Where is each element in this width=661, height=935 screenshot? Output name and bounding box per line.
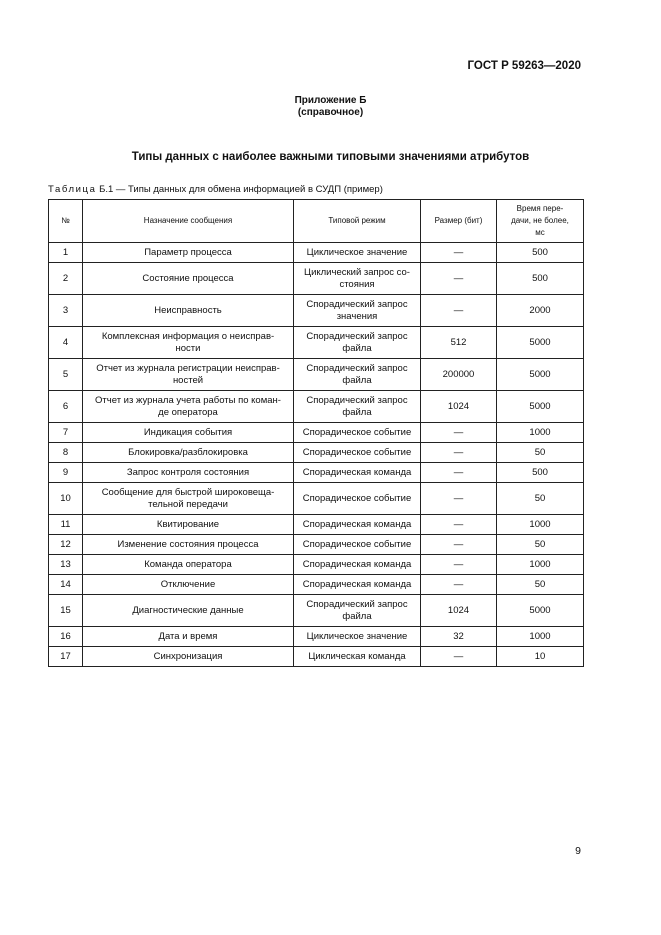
table-caption-label: Таблица	[48, 184, 97, 195]
table-cell: Циклическое значение	[294, 243, 421, 263]
table-cell: 50	[497, 443, 584, 463]
table-cell: 14	[49, 575, 83, 595]
table-caption-text: Б.1 — Типы данных для обмена информацией в СУДП (пример)	[96, 184, 383, 195]
table-cell: 50	[497, 483, 584, 515]
table-cell: 3	[49, 295, 83, 327]
appendix-title: Приложение Б	[294, 95, 367, 106]
table-cell: Комплексная информация о неисправ- ности	[83, 327, 294, 359]
table-row	[49, 423, 584, 443]
table-body	[49, 243, 584, 667]
table-cell: 1000	[497, 627, 584, 647]
table-cell: Отключение	[83, 575, 294, 595]
table-cell: 500	[497, 463, 584, 483]
table-cell: Спорадическое событие	[294, 535, 421, 555]
table-cell: 1000	[497, 515, 584, 535]
table-row	[49, 647, 584, 667]
table-cell: 1	[49, 243, 83, 263]
table-cell: Спорадическая команда	[294, 575, 421, 595]
table-row	[49, 263, 584, 295]
table-cell: Спорадическое событие	[294, 443, 421, 463]
table-cell: Спорадический запрос файла	[294, 327, 421, 359]
table-cell: —	[421, 295, 497, 327]
table-cell: 32	[421, 627, 497, 647]
table-cell: —	[421, 575, 497, 595]
table-cell: Синхронизация	[83, 647, 294, 667]
table-row	[49, 575, 584, 595]
table-row	[49, 483, 584, 515]
standard-number: ГОСТ Р 59263—2020	[467, 60, 581, 72]
table-cell: Отчет из журнала регистрации неисправ- ностей	[83, 359, 294, 391]
table-caption	[48, 184, 383, 195]
table-cell: 1000	[497, 555, 584, 575]
table-cell: 5000	[497, 359, 584, 391]
table-cell: Спорадическое событие	[294, 423, 421, 443]
column-header: Время пере- дачи, не более, мс	[497, 200, 584, 243]
table-cell: 17	[49, 647, 83, 667]
table-cell: 13	[49, 555, 83, 575]
table-cell: —	[421, 535, 497, 555]
table-cell: —	[421, 515, 497, 535]
table-cell: 11	[49, 515, 83, 535]
table-row	[49, 295, 584, 327]
table-cell: 5000	[497, 595, 584, 627]
table-cell: 16	[49, 627, 83, 647]
column-header: Типовой режим	[294, 200, 421, 243]
table-cell: 10	[497, 647, 584, 667]
table-cell: Изменение состояния процесса	[83, 535, 294, 555]
table-cell: 2000	[497, 295, 584, 327]
table-cell: 2	[49, 263, 83, 295]
column-header: Назначение сообщения	[83, 200, 294, 243]
table-cell: 512	[421, 327, 497, 359]
table-cell: 50	[497, 575, 584, 595]
table-cell: Циклическое значение	[294, 627, 421, 647]
table-cell: 6	[49, 391, 83, 423]
table-cell: Спорадическая команда	[294, 555, 421, 575]
table-cell: 7	[49, 423, 83, 443]
table-cell: —	[421, 483, 497, 515]
table-row	[49, 595, 584, 627]
table-row	[49, 555, 584, 575]
table-cell: 1000	[497, 423, 584, 443]
column-header: Размер (бит)	[421, 200, 497, 243]
table-cell: Команда оператора	[83, 555, 294, 575]
appendix-subtitle: (справочное)	[297, 107, 364, 118]
table-cell: Параметр процесса	[83, 243, 294, 263]
table-cell: Сообщение для быстрой широковеща- тельной передачи	[83, 483, 294, 515]
table-cell: —	[421, 243, 497, 263]
table-row	[49, 359, 584, 391]
table-cell: Состояние процесса	[83, 263, 294, 295]
table-cell: 8	[49, 443, 83, 463]
column-header: №	[49, 200, 83, 243]
table-cell: —	[421, 555, 497, 575]
table-cell: Спорадическое событие	[294, 483, 421, 515]
table-cell: —	[421, 463, 497, 483]
table-cell: Индикация события	[83, 423, 294, 443]
table-cell: Неисправность	[83, 295, 294, 327]
appendix-heading	[0, 95, 661, 119]
table-row	[49, 243, 584, 263]
table-cell: —	[421, 423, 497, 443]
table-cell: 500	[497, 243, 584, 263]
table-cell: 5000	[497, 327, 584, 359]
table-cell: —	[421, 263, 497, 295]
table-cell: 5	[49, 359, 83, 391]
data-types-table	[48, 199, 584, 667]
table-cell: 5000	[497, 391, 584, 423]
table-cell: 12	[49, 535, 83, 555]
table-cell: 200000	[421, 359, 497, 391]
table-cell: Запрос контроля состояния	[83, 463, 294, 483]
table-cell: Спорадический запрос значения	[294, 295, 421, 327]
table-header-row	[49, 200, 584, 243]
table-cell: Спорадическая команда	[294, 463, 421, 483]
table-cell: 1024	[421, 391, 497, 423]
table-cell: 9	[49, 463, 83, 483]
table-cell: —	[421, 443, 497, 463]
table-cell: Циклический запрос со- стояния	[294, 263, 421, 295]
table-cell: Спорадический запрос файла	[294, 391, 421, 423]
table-cell: 4	[49, 327, 83, 359]
table-row	[49, 535, 584, 555]
table-cell: Дата и время	[83, 627, 294, 647]
table-cell: Циклическая команда	[294, 647, 421, 667]
table-cell: Квитирование	[83, 515, 294, 535]
table-row	[49, 463, 584, 483]
page-number: 9	[575, 845, 581, 857]
table-row	[49, 443, 584, 463]
table-cell: 1024	[421, 595, 497, 627]
document-title: Типы данных с наиболее важными типовыми значениями атрибутов	[131, 151, 530, 163]
table-cell: 500	[497, 263, 584, 295]
table-row	[49, 515, 584, 535]
table-cell: 10	[49, 483, 83, 515]
table-cell: Спорадическая команда	[294, 515, 421, 535]
table-cell: 50	[497, 535, 584, 555]
table-row	[49, 391, 584, 423]
table-cell: Диагностические данные	[83, 595, 294, 627]
table-cell: Отчет из журнала учета работы по коман- де оператора	[83, 391, 294, 423]
table-cell: Блокировка/разблокировка	[83, 443, 294, 463]
table-cell: 15	[49, 595, 83, 627]
table-cell: Спорадический запрос файла	[294, 595, 421, 627]
table-row	[49, 327, 584, 359]
table-row	[49, 627, 584, 647]
table-cell: Спорадический запрос файла	[294, 359, 421, 391]
table-cell: —	[421, 647, 497, 667]
